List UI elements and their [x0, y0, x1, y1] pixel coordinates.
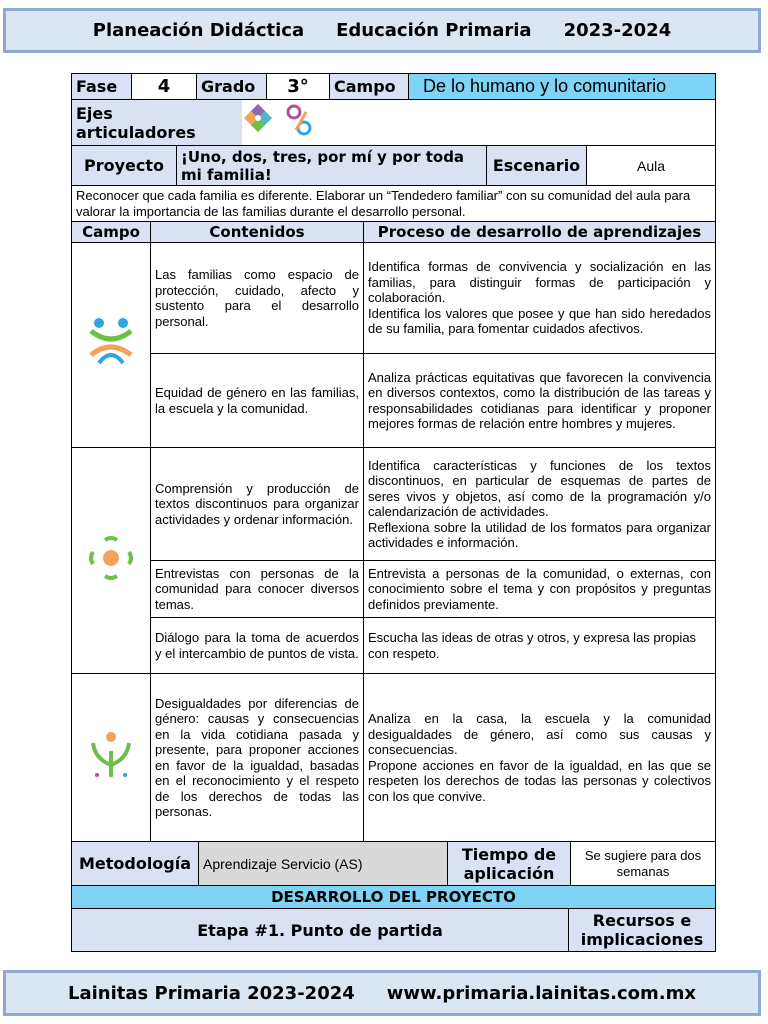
fase-label: Fase — [72, 74, 132, 100]
table-row — [72, 448, 716, 561]
col-campo: Campo — [72, 222, 151, 243]
table-row — [72, 618, 716, 674]
metodologia-value: Aprendizaje Servicio (AS) — [199, 842, 448, 886]
recursos-label: Recursos e implicaciones — [569, 909, 716, 952]
ejes-inclusion-icon — [244, 104, 272, 132]
contenido-6: Desigualdades por diferencias de género: causas y consecuencias en la vida cotidiana pasada y presente, para proponer acciones en favor de la igualdad, basadas en el reconocimiento y el respeto de los derechos de todas las personas. — [151, 674, 364, 842]
escenario-label: Escenario — [487, 146, 587, 186]
contenido-1: Las familias como espacio de protección, cuidado, afecto y sustento para el desarrollo personal. — [151, 243, 364, 354]
proceso-2: Analiza prácticas equitativas que favorecen la convivencia en diversos contextos, como la distribución de las tareas y responsabilidades cotidianas para identificar y proponer mejores formas de relación entre hombres y mujeres. — [364, 354, 716, 448]
table-row — [72, 354, 716, 448]
desarrollo-table — [71, 885, 716, 952]
table-row — [72, 243, 716, 354]
planeacion-document — [71, 73, 716, 952]
campo-saberes-cell — [72, 674, 151, 842]
etapa-label: Etapa #1. Punto de partida — [72, 909, 569, 952]
grado-value: 3° — [267, 74, 330, 100]
contenido-3: Comprensión y producción de textos discontinuos para organizar actividades y ordenar información. — [151, 448, 364, 561]
campo-saberes-icon — [87, 729, 135, 781]
header-level: Educación Primaria — [336, 20, 532, 41]
header-title: Planeación Didáctica — [92, 20, 305, 41]
campo-lenguajes-cell — [72, 448, 151, 674]
footer-left: Lainitas Primaria 2023-2024 — [68, 982, 355, 1004]
campo-humano-icon — [85, 317, 137, 369]
campo-lenguajes-icon — [87, 534, 135, 582]
col-contenidos: Contenidos — [151, 222, 364, 243]
footer-banner — [3, 970, 761, 1016]
table-header-row — [72, 222, 716, 243]
campo-humano-cell — [72, 243, 151, 448]
col-proceso: Proceso de desarrollo de aprendizajes — [364, 222, 716, 243]
proyecto-label: Proyecto — [72, 146, 177, 186]
escenario-value: Aula — [587, 146, 716, 186]
proceso-1: Identifica formas de convivencia y socialización en las familias, para distinguir formas de participación y colaboración. Identifica los valores que posee y que han sido heredados de su familia, para fomentar cuidados afectivos. — [364, 243, 716, 354]
proyecto-table — [71, 145, 716, 222]
metodologia-label: Metodología — [72, 842, 199, 886]
proceso-4: Entrevista a personas de la comunidad, o externas, con conocimiento sobre el tema y con propósitos y preguntas definidos previamente. — [364, 561, 716, 618]
proyecto-value: ¡Uno, dos, tres, por mí y por toda mi familia! — [177, 146, 487, 186]
proceso-6: Analiza en la casa, la escuela y la comunidad desigualdades de género, así como sus causas y consecuencias. Propone acciones en favor de la igualdad, en las que se respeten los derechos de todas las personas y colectivos con los que convive. — [364, 674, 716, 842]
desarrollo-title: DESARROLLO DEL PROYECTO — [72, 886, 716, 909]
contenido-5: Diálogo para la toma de acuerdos y el intercambio de puntos de vista. — [151, 618, 364, 674]
proceso-5: Escucha las ideas de otras y otros, y expresa las propias con respeto. — [364, 618, 716, 674]
tiempo-label: Tiempo de aplicación — [448, 842, 571, 886]
metodologia-table — [71, 841, 716, 886]
info-table — [71, 73, 716, 100]
ejes-label: Ejes articuladores — [72, 100, 242, 146]
proceso-3: Identifica características y funciones de los textos discontinuos, en particular de esquemas de partes de seres vivos y objetos, así como de la programación y/o calendarización de actividades. Reflexiona sobre la utilidad de los formatos para organizar actividades e información. — [364, 448, 716, 561]
header-banner — [3, 8, 761, 53]
fase-value: 4 — [132, 74, 197, 100]
ejes-icons — [242, 100, 332, 140]
table-row — [72, 561, 716, 618]
grado-label: Grado — [197, 74, 267, 100]
footer-website-link[interactable]: www.primaria.lainitas.com.mx — [386, 982, 696, 1004]
header-year: 2023-2024 — [563, 20, 672, 41]
table-row — [72, 674, 716, 842]
contenidos-table — [71, 221, 716, 842]
ejes-interculturalidad-icon — [288, 106, 310, 134]
ejes-table — [71, 99, 716, 146]
project-description: Reconocer que cada familia es diferente. Elaborar un “Tendedero familiar” con su comunidad del aula para valorar la importancia de las familias durante el desarrollo personal. — [72, 186, 716, 222]
contenido-2: Equidad de género en las familias, la escuela y la comunidad. — [151, 354, 364, 448]
contenido-4: Entrevistas con personas de la comunidad para conocer diversos temas. — [151, 561, 364, 618]
campo-value: De lo humano y lo comunitario — [409, 74, 716, 100]
campo-label: Campo — [330, 74, 409, 100]
tiempo-value: Se sugiere para dos semanas — [571, 842, 716, 886]
